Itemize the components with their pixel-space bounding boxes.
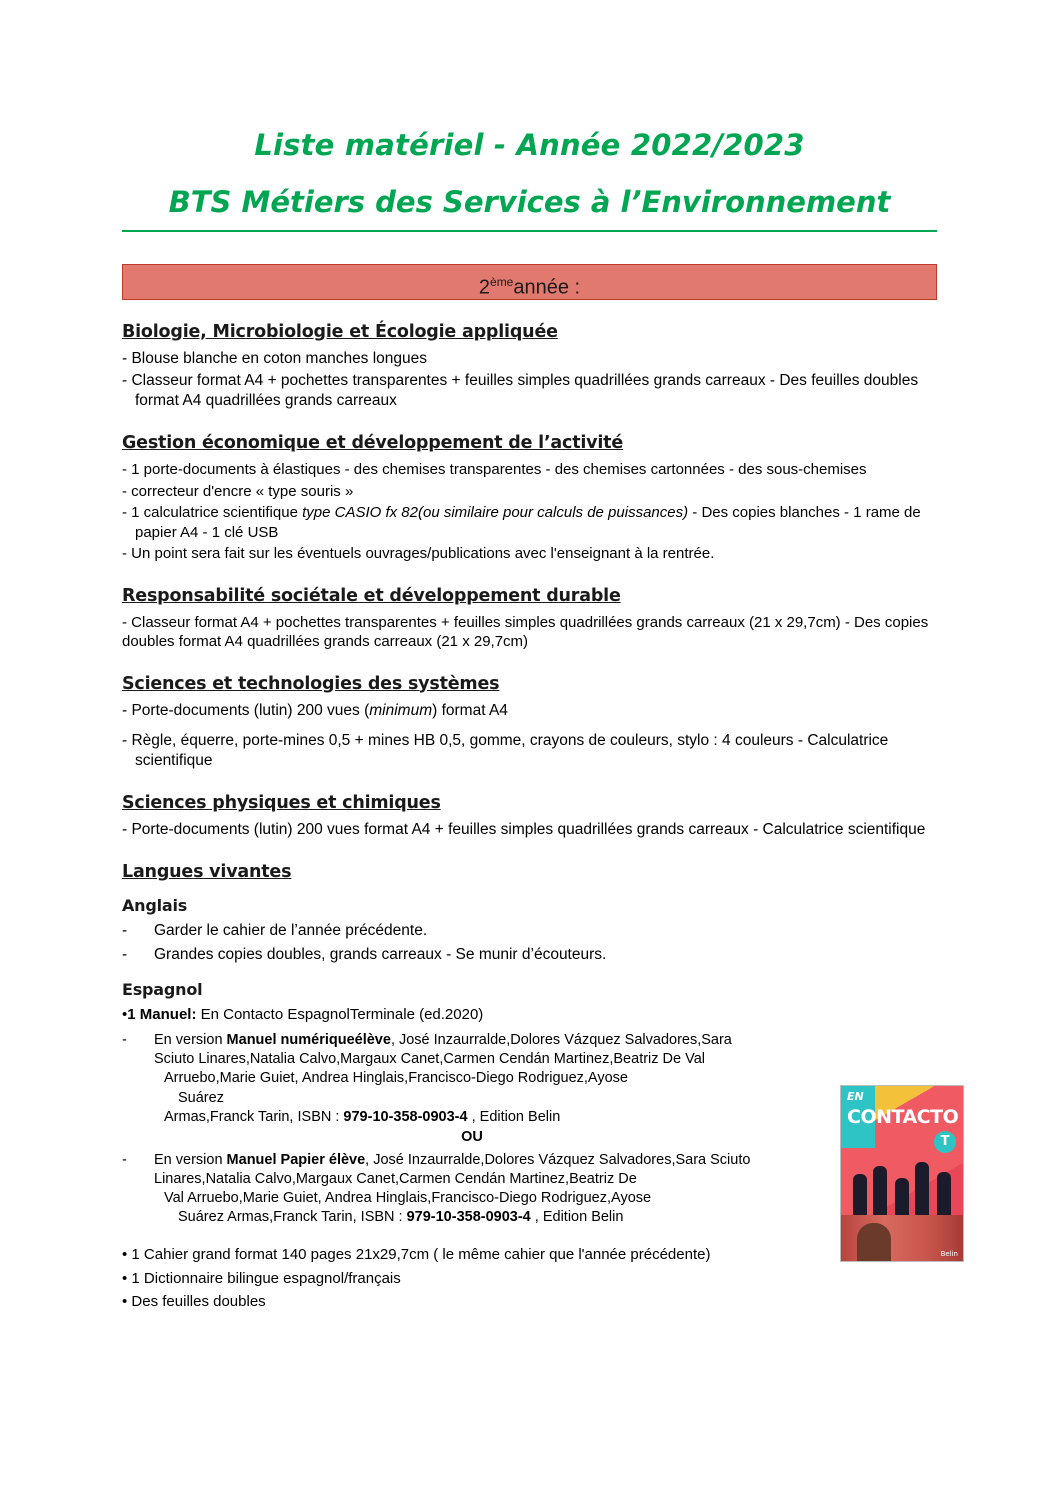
section-heading: Gestion économique et développement de l’activité (122, 433, 623, 454)
page-title: Liste matériel - Année 2022/2023 (254, 128, 805, 162)
calc-italic: type CASIO fx 82(ou similaire pour calculs de puissances) (302, 504, 689, 522)
figure-silhouette (873, 1166, 887, 1218)
list-item-label: Garder le cahier de l’année précédente. (154, 922, 428, 940)
manual-line (122, 1005, 937, 1025)
section-langues-vivantes (122, 862, 937, 1312)
section-line-calculatrice (122, 503, 937, 542)
calc-suffix: - Des copies blanches - 1 rame de papier A4 - 1 clé USB (135, 504, 921, 541)
entry-bold: Manuel Papier élève (226, 1151, 366, 1168)
document-content (122, 0, 937, 1315)
bullet-marker: • (122, 1005, 128, 1023)
bullet-item: • Des feuilles doubles (122, 1292, 266, 1310)
entry-rest: , José Inzaurralde,Dolores Vázquez Salvadores,Sara (390, 1032, 732, 1049)
isbn-value: 979-10-358-0903-4 (343, 1108, 468, 1125)
section-line: - Blouse blanche en coton manches longues (122, 349, 428, 367)
page-subtitle: BTS Métiers des Services à l’Environnement (168, 184, 891, 219)
entry-line-2: Linares,Natalia Calvo,Margaux Canet,Carmen Cendán Martinez,Beatriz De (154, 1170, 637, 1187)
document-title-block (122, 0, 937, 232)
book-publisher: Belin (940, 1250, 958, 1258)
section-sciences-technologies (122, 674, 937, 771)
figure-silhouette (895, 1178, 909, 1218)
figure-silhouette (915, 1162, 929, 1218)
list-item-manuel-numerique (122, 1031, 822, 1127)
figure-silhouette (937, 1172, 951, 1218)
figure-silhouette (853, 1174, 867, 1218)
subsection-heading-espagnol: Espagnol (122, 979, 203, 999)
entry-bold: Manuel numériqueélève (226, 1032, 391, 1049)
section-line: - 1 porte-documents à élastiques - des chemises transparentes - des chemises cartonnées - des sous-chemises (122, 461, 867, 479)
manual-bold-label: 1 Manuel: (127, 1005, 197, 1023)
dash-marker: - (122, 946, 128, 963)
entry-line-4 (154, 1208, 822, 1227)
calc-prefix: - 1 calculatrice scientifique (122, 504, 303, 522)
book-cover-image (840, 1085, 964, 1262)
entry-lead: En version (154, 1032, 227, 1049)
list-item (122, 921, 937, 942)
isbn-suffix: , Edition Belin (467, 1108, 561, 1125)
dash-marker: - (122, 922, 128, 940)
entry-line-2: Sciuto Linares,Natalia Calvo,Margaux Canet,Carmen Cendán Martinez,Beatriz De Val (154, 1051, 705, 1068)
dash-marker: - (122, 1032, 127, 1049)
year-banner (122, 264, 937, 300)
title-divider (122, 230, 937, 232)
section-heading: Responsabilité sociétale et développement durable (122, 585, 621, 606)
porte-prefix: - Porte-documents (lutin) 200 vues ( (122, 701, 370, 719)
section-line: - Règle, équerre, porte-mines 0,5 + mines HB 0,5, gomme, crayons de couleurs, stylo : 4 couleurs - Calculatrice scientifique (122, 731, 889, 769)
book-level-badge: T (934, 1131, 956, 1153)
year-number: 2 (478, 276, 491, 299)
section-heading: Sciences physiques et chimiques (122, 792, 441, 813)
section-line-porte-documents (122, 701, 937, 721)
section-line: - correcteur d'encre « type souris » (122, 482, 354, 500)
list-item (122, 945, 937, 966)
spanish-extra-bullets (122, 1245, 937, 1312)
porte-suffix: ) format A4 (432, 701, 508, 719)
dash-marker: - (122, 1151, 127, 1168)
isbn-value: 979-10-358-0903-4 (406, 1209, 531, 1226)
year-exponent: ème (490, 274, 514, 289)
isbn-prefix: Suárez Armas,Franck Tarin, ISBN : (178, 1209, 407, 1226)
section-line: - Porte-documents (lutin) 200 vues format A4 + feuilles simples quadrillées grands carreaux - Calculatrice scientifique (122, 820, 926, 838)
subsection-heading-anglais: Anglais (122, 896, 188, 916)
option-separator: OU (461, 1128, 483, 1145)
entry-line-3: Arruebo,Marie Guiet, Andrea Hinglais,Francisco-Diego Rodriguez,Ayose (164, 1070, 628, 1087)
porte-italic: minimum (369, 701, 433, 719)
section-heading: Biologie, Microbiologie et Écologie appliquée (122, 321, 558, 342)
section-responsabilite-societale (122, 586, 937, 652)
entry-line-1 (154, 1031, 822, 1050)
section-sciences-physiques (122, 793, 937, 840)
section-line: - Classeur format A4 + pochettes transparentes + feuilles simples quadrillées grands carreaux (21 x 29,7cm) - Des copies doubles format A4 quadrillées grands carreaux (21 x 29,7cm) (122, 613, 929, 651)
manuel-numerique-text (154, 1031, 822, 1127)
book-en-label: EN (847, 1090, 864, 1103)
entry-line-1 (154, 1151, 822, 1170)
section-gestion-economique (122, 433, 937, 564)
list-item-manuel-papier (122, 1151, 822, 1228)
manual-text: En Contacto EspagnolTerminale (ed.2020) (196, 1005, 484, 1023)
book-title: CONTACTO (847, 1106, 959, 1128)
section-heading: Sciences et technologies des systèmes (122, 673, 500, 694)
book-figures (849, 1148, 955, 1218)
bullet-item: • 1 Dictionnaire bilingue espagnol/français (122, 1269, 401, 1287)
manuel-papier-text (154, 1151, 822, 1228)
spanish-manual-options (122, 1031, 822, 1227)
section-line: - Classeur format A4 + pochettes transparentes + feuilles simples quadrillées grands carreaux - Des feuilles doubles format A4 quadrillées grands carreaux (122, 371, 919, 409)
section-line: - Un point sera fait sur les éventuels ouvrages/publications avec l'enseignant à la rentrée. (122, 545, 715, 563)
section-biologie (122, 322, 937, 411)
entry-line-4: Suárez (178, 1089, 224, 1106)
bullet-item: • 1 Cahier grand format 140 pages 21x29,7cm ( le même cahier que l'année précédente) (122, 1246, 711, 1264)
list-item-label: Grandes copies doubles, grands carreaux - Se munir d’écouteurs. (154, 946, 607, 963)
entry-rest: , José Inzaurralde,Dolores Vázquez Salvadores,Sara Sciuto (365, 1151, 751, 1168)
isbn-suffix: , Edition Belin (530, 1209, 624, 1226)
isbn-prefix: Armas,Franck Tarin, ISBN : (164, 1108, 344, 1125)
entry-line-5 (154, 1108, 822, 1127)
year-suffix: année : (513, 276, 581, 299)
entry-lead: En version (154, 1151, 227, 1168)
section-heading: Langues vivantes (122, 862, 292, 883)
entry-line-3: Val Arruebo,Marie Guiet, Andrea Hinglais,Francisco-Diego Rodriguez,Ayose (164, 1190, 652, 1207)
